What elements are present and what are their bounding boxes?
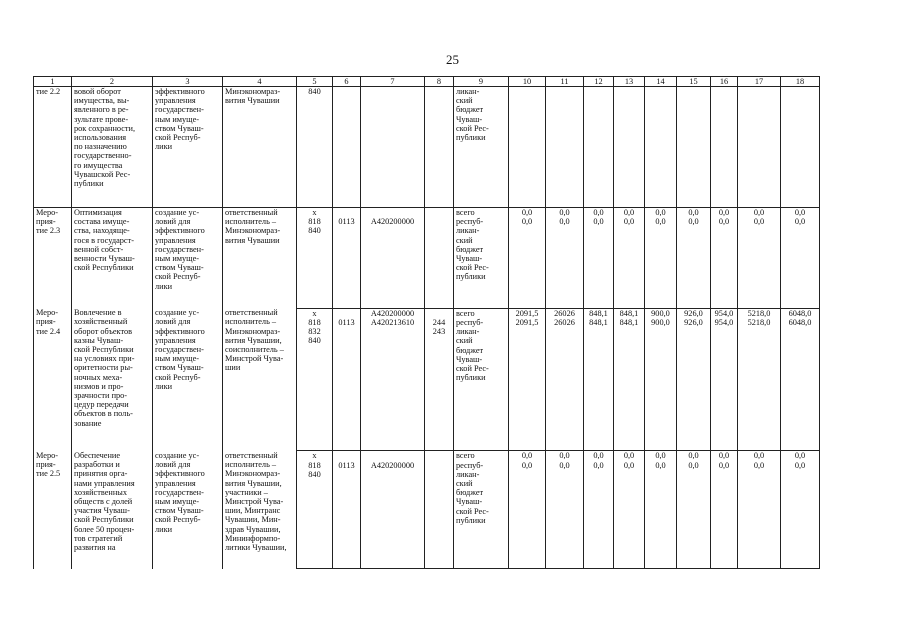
code-grbs: x	[297, 308, 333, 318]
amount: 0,0	[584, 461, 614, 569]
measure-name: Вовлечение в хозяйственный оборот объектов казны Чуваш- ской Республики на условиях при- оритетности ры- ночных меха- низмов и про- зрачности про- цедур передачи объектов в поль- зование	[72, 308, 153, 451]
amount	[738, 87, 781, 208]
table-row	[34, 308, 820, 318]
funding-source: всего	[454, 208, 509, 218]
amount: 926,0	[677, 308, 711, 318]
code-section: 0113	[333, 318, 361, 451]
amount: 900,0	[645, 318, 677, 451]
amount: 0,0	[584, 217, 614, 308]
amount: 0,0	[677, 217, 711, 308]
budget-table	[33, 76, 820, 569]
measure-id: Меро- прия- тие 2.5	[34, 451, 72, 569]
code-target: А420200000	[361, 308, 425, 318]
measure-name: вовой оборот имущества, вы- явленного в ре- зультате прове- рок сохранности, использования по назначению государственно- го имущества Чувашской Рес- публики	[72, 87, 153, 208]
amount: 26026	[546, 308, 584, 318]
code-target: А420200000	[361, 217, 425, 308]
funding-source: респуб- ликан- ский бюджет Чуваш- ской Рес- публики	[454, 217, 509, 308]
measure-goal: создание ус- ловий для эффективного управления государствен- ным имуще- ством Чуваш- ской Респуб- лики	[153, 208, 223, 309]
code-expense	[425, 217, 454, 308]
amount: 0,0	[645, 461, 677, 569]
amount: 0,0	[614, 217, 645, 308]
amount: 0,0	[738, 451, 781, 461]
col-header: 4	[223, 77, 297, 87]
funding-source: ликан- ский бюджет Чуваш- ской Рес- публики	[454, 87, 509, 208]
amount	[711, 87, 738, 208]
amount: 0,0	[711, 451, 738, 461]
col-header: 5	[297, 77, 333, 87]
funding-source: респуб- ликан- ский бюджет Чуваш- ской Рес- публики	[454, 318, 509, 451]
funding-source: всего	[454, 451, 509, 461]
col-header: 12	[584, 77, 614, 87]
executor: ответственный исполнитель – Минэкономраз- вития Чувашии, участники – Минстрой Чува- шии, Минтранс Чувашии, Мин- здрав Чувашии, Мининформпо- литики Чувашии,	[223, 451, 297, 569]
code-section: 0113	[333, 217, 361, 308]
amount: 2091,5	[509, 308, 546, 318]
amount	[645, 87, 677, 208]
col-header: 8	[425, 77, 454, 87]
amount: 848,1	[614, 318, 645, 451]
amount: 0,0	[711, 461, 738, 569]
col-header: 16	[711, 77, 738, 87]
funding-source: респуб- ликан- ский бюджет Чуваш- ской Рес- публики	[454, 461, 509, 569]
col-header: 13	[614, 77, 645, 87]
col-header: 6	[333, 77, 361, 87]
amount: 0,0	[509, 461, 546, 569]
code-expense	[425, 87, 454, 208]
amount: 6048,0	[781, 308, 820, 318]
amount: 0,0	[509, 451, 546, 461]
amount: 0,0	[614, 451, 645, 461]
code-section: 0113	[333, 461, 361, 569]
amount	[781, 87, 820, 208]
col-header: 15	[677, 77, 711, 87]
col-header: 17	[738, 77, 781, 87]
amount: 0,0	[781, 208, 820, 218]
col-header: 7	[361, 77, 425, 87]
amount: 0,0	[738, 461, 781, 569]
code-target	[361, 451, 425, 461]
amount	[614, 87, 645, 208]
code-section	[333, 208, 361, 218]
code-target	[361, 208, 425, 218]
executor: Минэкономраз- вития Чувашии	[223, 87, 297, 208]
code-grbs: 840	[297, 87, 333, 208]
col-header: 18	[781, 77, 820, 87]
measure-goal: эффективного управления государствен- ным имуще- ством Чуваш- ской Респуб- лики	[153, 87, 223, 208]
amount: 0,0	[645, 451, 677, 461]
amount: 848,1	[584, 308, 614, 318]
code-target	[361, 87, 425, 208]
amount: 2091,5	[509, 318, 546, 451]
measure-goal: создание ус- ловий для эффективного управления государствен- ным имуще- ством Чуваш- ской Респуб- лики	[153, 308, 223, 451]
code-section	[333, 308, 361, 318]
code-section	[333, 87, 361, 208]
col-header: 11	[546, 77, 584, 87]
col-header: 9	[454, 77, 509, 87]
amount: 0,0	[509, 217, 546, 308]
col-header: 10	[509, 77, 546, 87]
amount: 0,0	[614, 208, 645, 218]
amount: 0,0	[584, 208, 614, 218]
amount: 0,0	[645, 208, 677, 218]
amount: 0,0	[781, 217, 820, 308]
amount	[677, 87, 711, 208]
code-section	[333, 451, 361, 461]
measure-goal: создание ус- ловий для эффективного управления государствен- ным имуще- ством Чуваш- ской Респуб- лики	[153, 451, 223, 569]
measure-id: Меро- прия- тие 2.4	[34, 308, 72, 451]
table-row	[34, 208, 820, 218]
executor: ответственный исполнитель – Минэкономраз- вития Чувашии	[223, 208, 297, 309]
amount: 0,0	[781, 461, 820, 569]
code-target: А420200000	[361, 461, 425, 569]
amount: 5218,0	[738, 318, 781, 451]
amount: 848,1	[584, 318, 614, 451]
code-grbs: 818 840	[297, 217, 333, 308]
amount: 0,0	[677, 451, 711, 461]
amount: 0,0	[546, 461, 584, 569]
code-expense	[425, 461, 454, 569]
amount: 0,0	[677, 208, 711, 218]
measure-id: Меро- прия- тие 2.3	[34, 208, 72, 309]
col-header: 14	[645, 77, 677, 87]
funding-source: всего	[454, 308, 509, 318]
amount: 0,0	[781, 451, 820, 461]
measure-name: Оптимизация состава имуще- ства, находяще- гося в государст- венной собст- венности Чуваш- ской Республики	[72, 208, 153, 309]
amount: 0,0	[509, 208, 546, 218]
amount: 5218,0	[738, 308, 781, 318]
code-grbs: x	[297, 208, 333, 218]
code-expense: 244 243	[425, 318, 454, 451]
col-header: 2	[72, 77, 153, 87]
col-header: 3	[153, 77, 223, 87]
amount: 954,0	[711, 318, 738, 451]
amount: 0,0	[614, 461, 645, 569]
code-expense	[425, 308, 454, 318]
amount: 0,0	[677, 461, 711, 569]
table-row	[34, 451, 820, 461]
executor: ответственный исполнитель – Минэкономраз- вития Чувашии, соисполнитель – Минстрой Чува- шии	[223, 308, 297, 451]
amount: 926,0	[677, 318, 711, 451]
amount: 900,0	[645, 308, 677, 318]
amount: 0,0	[738, 208, 781, 218]
amount: 0,0	[711, 217, 738, 308]
measure-id: тие 2.2	[34, 87, 72, 208]
code-target: А420213610	[361, 318, 425, 451]
code-grbs: 818 840	[297, 461, 333, 569]
amount: 0,0	[546, 451, 584, 461]
code-grbs: x	[297, 451, 333, 461]
amount: 0,0	[738, 217, 781, 308]
header-row	[34, 77, 820, 87]
amount: 6048,0	[781, 318, 820, 451]
amount: 954,0	[711, 308, 738, 318]
code-grbs: 818 832 840	[297, 318, 333, 451]
amount	[509, 87, 546, 208]
amount: 848,1	[614, 308, 645, 318]
amount: 26026	[546, 318, 584, 451]
amount	[584, 87, 614, 208]
amount: 0,0	[584, 451, 614, 461]
amount: 0,0	[645, 217, 677, 308]
amount: 0,0	[546, 217, 584, 308]
code-expense	[425, 208, 454, 218]
col-header: 1	[34, 77, 72, 87]
amount: 0,0	[711, 208, 738, 218]
table-row	[34, 87, 820, 208]
measure-name: Обеспечение разработки и принятия орга- нами управления хозяйственных обществ с долей участия Чуваш- ской Республики более 50 процен- тов стратегий развития на	[72, 451, 153, 569]
amount: 0,0	[546, 208, 584, 218]
amount	[546, 87, 584, 208]
page-number: 25	[446, 52, 459, 67]
code-expense	[425, 451, 454, 461]
